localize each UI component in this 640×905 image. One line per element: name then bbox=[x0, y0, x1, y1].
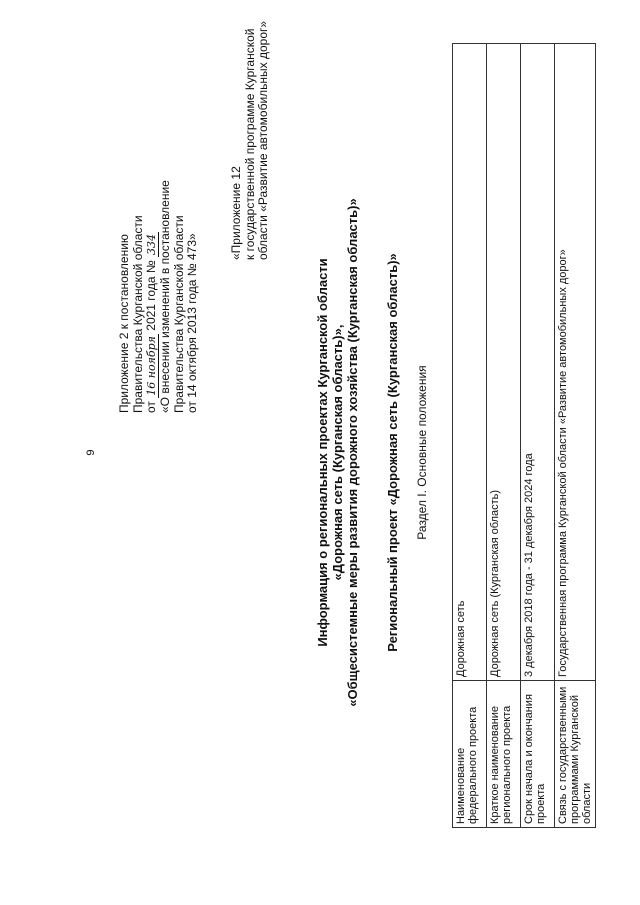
table-row bbox=[453, 44, 487, 828]
handwritten-date: 16 ноября bbox=[145, 336, 158, 396]
appendix-resolution-block bbox=[118, 113, 200, 413]
row-value: Государственная программа Курганской области «Развитие автомобильных дорог» bbox=[555, 44, 596, 681]
appendix-12-line: области «Развитие автомобильных дорог» bbox=[256, 20, 270, 260]
main-positions-table bbox=[452, 43, 596, 828]
appendix-line: Правительства Курганской области bbox=[171, 215, 186, 413]
appendix-line: Приложение 2 к постановлению bbox=[117, 234, 131, 413]
appendix-12-line: к государственной программе Курганской bbox=[242, 28, 257, 260]
appendix-date-middle: 2021 года № bbox=[144, 260, 158, 331]
info-title-line: «Общесистемные меры развития дорожного хозяйства (Курганская область)» bbox=[345, 198, 360, 707]
appendix-date-prefix: от bbox=[144, 401, 158, 413]
row-label: Связь с государственными программами Курганской области bbox=[555, 681, 596, 828]
appendix-12-block bbox=[230, 0, 271, 260]
table-row bbox=[555, 44, 596, 828]
handwritten-number: 334 bbox=[145, 233, 158, 255]
row-label: Краткое наименование регионального проекта bbox=[487, 681, 521, 828]
row-label: Срок начала и окончания проекта bbox=[521, 681, 555, 828]
row-value: Дорожная сеть (Курганская область) bbox=[487, 44, 521, 681]
appendix-date-line bbox=[145, 113, 159, 413]
section-title: Раздел I. Основные положения bbox=[415, 365, 429, 540]
appendix-line: «О внесении изменений в постановление bbox=[158, 180, 172, 413]
table-row bbox=[521, 44, 555, 828]
row-label: Наименование федерального проекта bbox=[453, 681, 487, 828]
appendix-line: от 14 октября 2013 года № 473» bbox=[185, 233, 199, 413]
info-title bbox=[315, 0, 360, 905]
info-title-line: Информация о региональных проектах Курганской области bbox=[315, 258, 330, 647]
appendix-12-line: «Приложение 12 bbox=[229, 166, 243, 260]
table-row bbox=[487, 44, 521, 828]
page-number: 9 bbox=[85, 449, 97, 456]
info-title-line: «Дорожная сеть (Курганская область)», bbox=[330, 324, 345, 581]
row-value: 3 декабря 2018 года - 31 декабря 2024 года bbox=[521, 44, 555, 681]
row-value: Дорожная сеть bbox=[453, 44, 487, 681]
regional-project-title: Региональный проект «Дорожная сеть (Курганская область)» bbox=[385, 253, 400, 652]
appendix-line: Правительства Курганской области bbox=[130, 215, 145, 413]
